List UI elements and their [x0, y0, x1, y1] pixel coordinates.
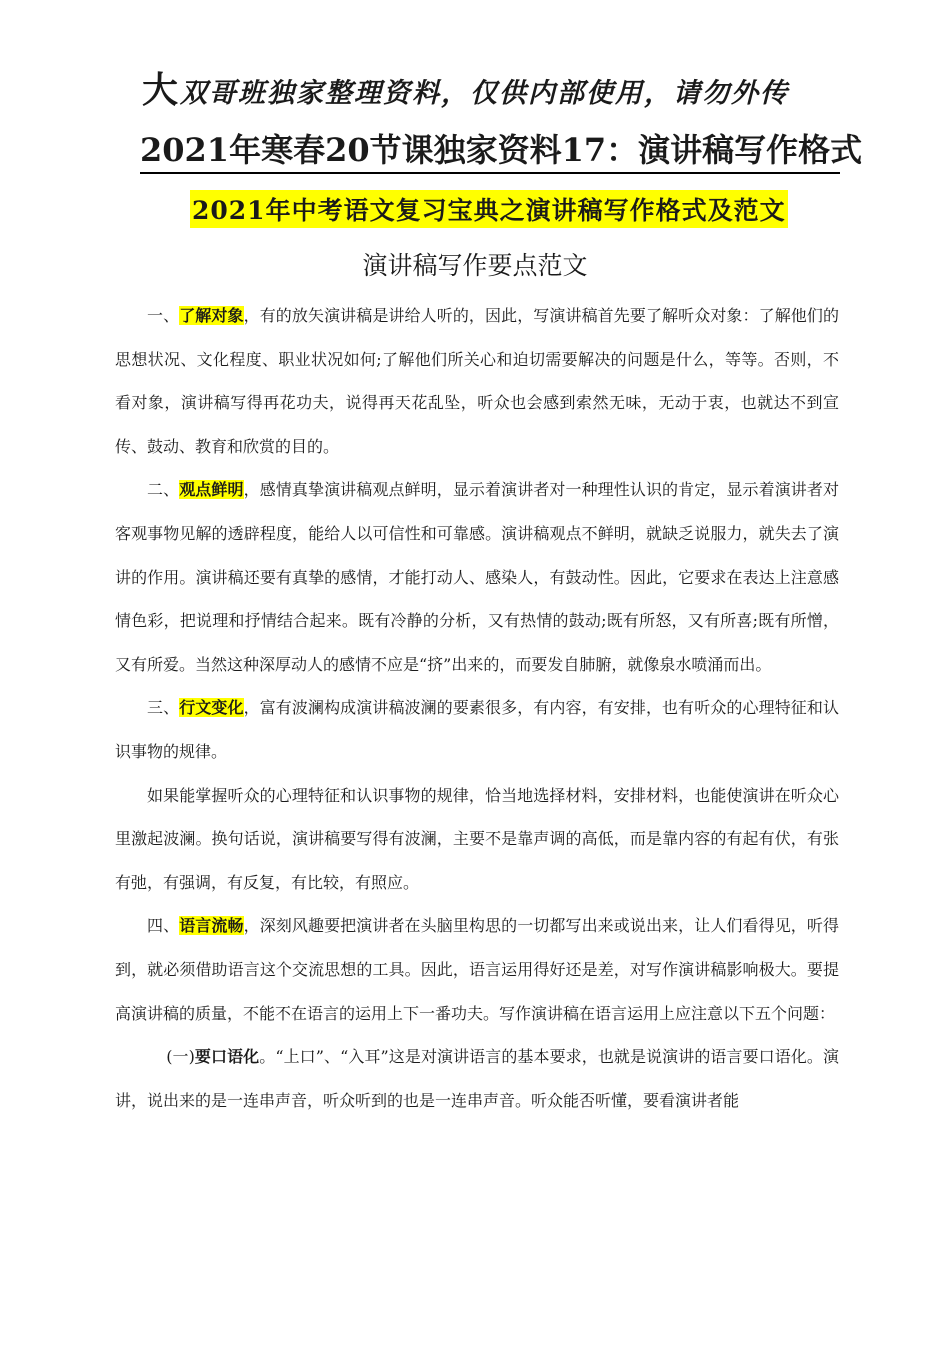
- paragraph-4-number: 四、: [147, 916, 180, 936]
- paragraph-3b: 如果能掌握听众的心理特征和认识事物的规律，恰当地选择材料，安排材料，也能使演讲在听众心里激起波澜。换句话说，演讲稿要写得有波澜，主要不是靠声调的高低，而是靠内容的有起有伏，有张有弛，有强调，有反复，有比较，有照应。: [115, 785, 839, 892]
- paragraph-3-text: ，富有波澜构成演讲稿波澜的要素很多，有内容，有安排，也有听众的心理特征和认识事物的规律。: [115, 698, 839, 761]
- paragraph-2-text: ，感情真挚演讲稿观点鲜明，显示着演讲者对一种理性认识的肯定，显示着演讲者对客观事物见解的透辟程度，能给人以可信性和可靠感。演讲稿观点不鲜明，就缺乏说服力，就失去了演讲的作用。演讲稿还要有真挚的感情，才能打动人、感染人，有鼓动性。因此，它要求在表达上注意感情色彩，把说理和抒情结合起来。既有冷静的分析，又有热情的鼓动;既有所怒，又有所喜;既有所憎，又有所爱。当然这种深厚动人的感情不应是“挤”出来的，而要发自肺腑，就像泉水喷涌而出。: [115, 480, 839, 674]
- document-title: 2021年寒春20节课独家资料17：演讲稿写作格式: [140, 128, 840, 174]
- section-heading: 演讲稿写作要点范文: [362, 251, 588, 280]
- watermark-text: 双哥班独家整理资料，仅供内部使用，请勿外传: [180, 78, 790, 109]
- paragraph-2: [115, 468, 839, 686]
- paragraph-3: [115, 686, 839, 773]
- paragraph-1-text: ，有的放矢演讲稿是讲给人听的，因此，写演讲稿首先要了解听众对象：了解他们的思想状况、文化程度、职业状况如何;了解他们所关心和迫切需要解决的问题是什么，等等。否则，不看对象，演讲稿写得再花功夫，说得再天花乱坠，听众也会感到索然无味，无动于衷，也就达不到宣传、鼓动、教育和欣赏的目的。: [115, 306, 839, 456]
- paragraph-5-number: (一): [166, 1047, 195, 1067]
- paragraph-1: [115, 294, 839, 468]
- document-subtitle: 2021年中考语文复习宝典之演讲稿写作格式及范文: [190, 190, 788, 228]
- bold-colloquial: 要口语化: [194, 1047, 260, 1067]
- paragraph-4: [115, 904, 839, 1035]
- paragraph-5: [115, 1035, 839, 1122]
- highlight-understand-audience: 了解对象: [179, 306, 244, 325]
- highlight-fluent-language: 语言流畅: [179, 916, 244, 936]
- highlight-clear-viewpoint: 观点鲜明: [179, 480, 244, 500]
- paragraph-5-text: 。“上口”、“入耳”这是对演讲语言的基本要求，也就是说演讲的语言要口语化。演讲，说出来的是一连串声音，听众听到的也是一连串声音。听众能否听懂，要看演讲者能: [115, 1047, 839, 1110]
- watermark-notice: [142, 62, 789, 113]
- paragraph-4-text: ，深刻风趣要把演讲者在头脑里构思的一切都写出来或说出来，让人们看得见，听得到，就必须借助语言这个交流思想的工具。因此，语言运用得好还是差，对写作演讲稿影响极大。要提高演讲稿的质量，不能不在语言的运用上下一番功夫。写作演讲稿在语言运用上应注意以下五个问题：: [115, 916, 839, 1023]
- paragraph-3-number: 三、: [147, 698, 180, 718]
- watermark-initial: 大: [142, 69, 181, 111]
- highlight-varied-writing: 行文变化: [179, 698, 244, 718]
- paragraph-2-number: 二、: [147, 480, 180, 500]
- body-text: [115, 294, 839, 1122]
- paragraph-1-number: 一、: [147, 306, 180, 325]
